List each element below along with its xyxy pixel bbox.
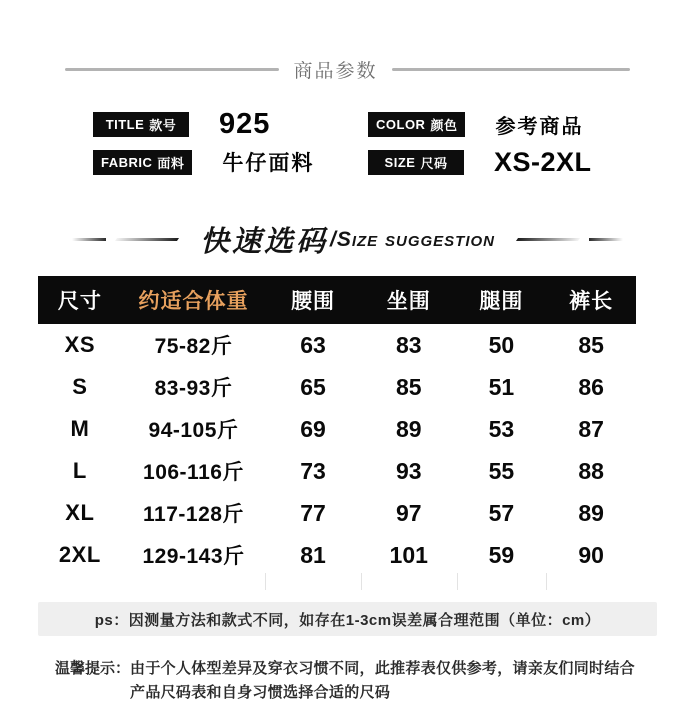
cell-hip: 85 xyxy=(361,366,457,408)
warm-tips-text: 由于个人体型差异及穿衣习惯不同，此推荐表仅供参考，请亲友们同时结合产品尺码表和自身习惯选择合适的尺码 xyxy=(130,660,635,701)
cell-size: L xyxy=(38,450,122,492)
cell-hip: 83 xyxy=(361,324,457,366)
badge-cn-label: 款号 xyxy=(149,117,177,133)
size-suggestion-title-en: /Size suggestion xyxy=(329,227,496,251)
cell-weight: 83-93斤 xyxy=(122,366,266,408)
cell-weight: 117-128斤 xyxy=(122,492,266,534)
cell-thigh: 51 xyxy=(457,366,547,408)
table-row xyxy=(38,450,636,492)
warm-tips xyxy=(55,657,647,705)
section-title-product-params: 商品参数 xyxy=(293,61,378,82)
param-fabric xyxy=(93,147,368,177)
size-table-wrapper xyxy=(38,276,636,576)
cell-length: 87 xyxy=(546,408,636,450)
decorative-dash xyxy=(72,238,106,241)
cell-thigh: 53 xyxy=(457,408,547,450)
decorative-dash xyxy=(516,238,580,241)
cell-size: M xyxy=(38,408,122,450)
cell-size: 2XL xyxy=(38,534,122,576)
size-suggestion-title-cn: 快速选码 xyxy=(199,226,328,258)
cell-hip: 93 xyxy=(361,450,457,492)
col-header-thigh: 腿围 xyxy=(457,276,547,324)
param-value-fabric: 牛仔面料 xyxy=(222,152,315,175)
badge-en-label: TITLE xyxy=(105,116,145,132)
cell-length: 85 xyxy=(546,324,636,366)
cell-thigh: 55 xyxy=(457,450,547,492)
col-header-size: 尺寸 xyxy=(38,276,122,324)
cell-weight: 129-143斤 xyxy=(122,534,266,576)
measurement-tolerance-note: ps：因测量方法和款式不同，如存在1-3cm误差属合理范围（单位：cm） xyxy=(38,602,657,636)
cell-thigh: 57 xyxy=(457,492,547,534)
cell-thigh: 50 xyxy=(457,324,547,366)
param-badge-color xyxy=(368,112,465,137)
badge-en-label: FABRIC xyxy=(101,154,153,170)
cell-hip: 101 xyxy=(361,534,457,576)
table-row xyxy=(38,408,636,450)
cell-size: XL xyxy=(38,492,122,534)
param-color xyxy=(368,110,668,139)
param-value-color: 参考商品 xyxy=(495,115,584,138)
cell-thigh: 59 xyxy=(457,534,547,576)
badge-en-label: COLOR xyxy=(376,116,426,132)
decorative-dash xyxy=(115,238,179,241)
param-badge-size xyxy=(368,150,464,175)
divider-line-right xyxy=(392,68,630,71)
column-separator-tick xyxy=(457,573,458,590)
column-separator-tick xyxy=(361,573,362,590)
cell-hip: 97 xyxy=(361,492,457,534)
col-header-waist: 腰围 xyxy=(265,276,361,324)
product-params-grid xyxy=(93,105,695,181)
warm-tips-label: 温馨提示： xyxy=(55,660,131,677)
param-title xyxy=(93,108,368,141)
cell-waist: 77 xyxy=(265,492,361,534)
table-row xyxy=(38,366,636,408)
col-header-weight: 约适合体重 xyxy=(122,276,266,324)
cell-weight: 106-116斤 xyxy=(122,450,266,492)
cell-waist: 69 xyxy=(265,408,361,450)
cell-size: S xyxy=(38,366,122,408)
param-value-size-range: XS-2XL xyxy=(494,146,592,177)
size-table-header-row xyxy=(38,276,636,324)
cell-weight: 94-105斤 xyxy=(122,408,266,450)
divider-line-left xyxy=(65,68,279,71)
cell-hip: 89 xyxy=(361,408,457,450)
section-header-product-params xyxy=(0,0,695,83)
decorative-dash xyxy=(589,238,623,241)
cell-waist: 73 xyxy=(265,450,361,492)
table-row xyxy=(38,534,636,576)
param-badge-title xyxy=(93,112,189,137)
cell-size: XS xyxy=(38,324,122,366)
cell-length: 88 xyxy=(546,450,636,492)
col-header-length: 裤长 xyxy=(546,276,636,324)
param-value-title: 925 xyxy=(219,107,271,140)
col-header-hip: 坐围 xyxy=(361,276,457,324)
cell-waist: 65 xyxy=(265,366,361,408)
param-size-range xyxy=(368,147,668,178)
badge-en-label: SIZE xyxy=(384,154,416,170)
cell-waist: 63 xyxy=(265,324,361,366)
badge-cn-label: 颜色 xyxy=(430,117,458,133)
table-row xyxy=(38,492,636,534)
cell-length: 90 xyxy=(546,534,636,576)
cell-length: 86 xyxy=(546,366,636,408)
badge-cn-label: 尺码 xyxy=(420,155,448,171)
size-table xyxy=(38,276,636,576)
column-separator-tick xyxy=(546,573,547,590)
section-header-size-suggestion xyxy=(0,219,695,260)
param-badge-fabric xyxy=(93,150,192,175)
badge-cn-label: 面料 xyxy=(157,155,185,171)
cell-waist: 81 xyxy=(265,534,361,576)
cell-length: 89 xyxy=(546,492,636,534)
cell-weight: 75-82斤 xyxy=(122,324,266,366)
column-separator-tick xyxy=(265,573,266,590)
table-row xyxy=(38,324,636,366)
